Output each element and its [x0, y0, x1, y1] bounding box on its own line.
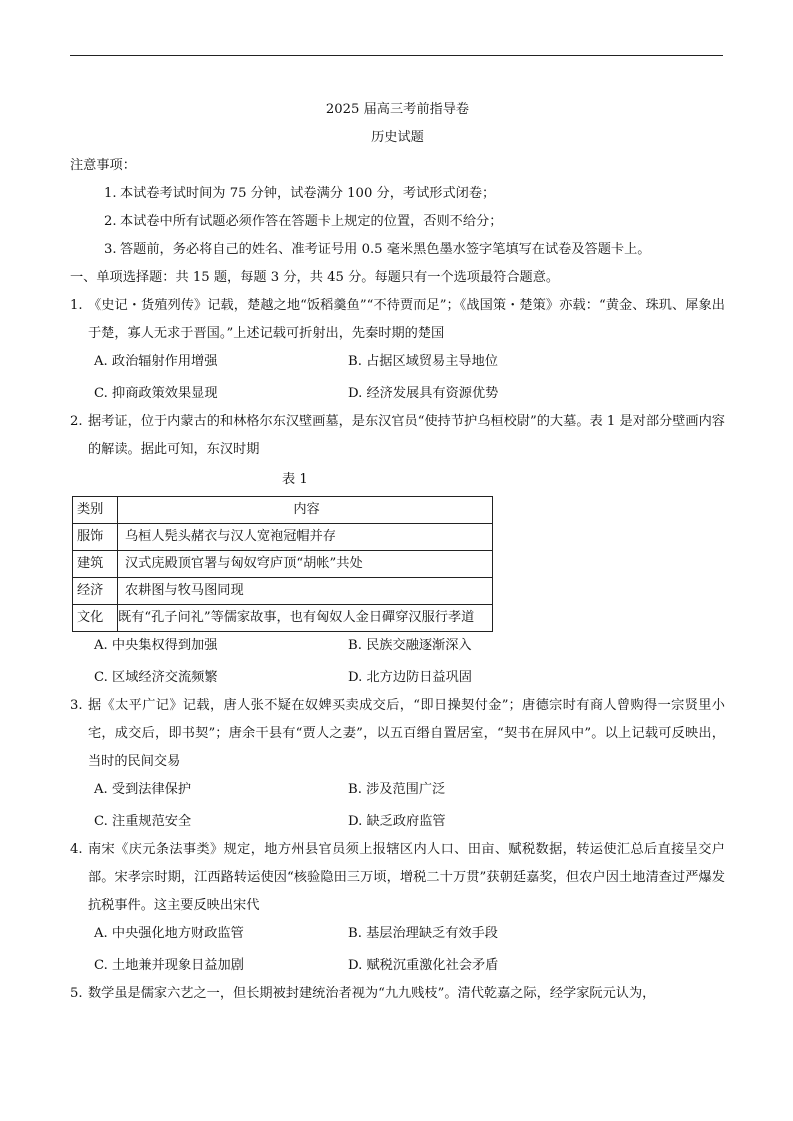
table-header-content: 内容 — [118, 497, 493, 524]
notice-text: 本试卷中所有试题必须作答在答题卡上规定的位置，否则不给分； — [120, 214, 503, 229]
question-1 — [70, 292, 725, 348]
exam-title: 2025 届高三考前指导卷 — [325, 102, 470, 117]
option-d[interactable]: D. 经济发展具有资源优势 — [348, 386, 499, 401]
table-caption: 表 1 — [282, 472, 308, 487]
question-stem: 《史记・货殖列传》记载，楚越之地“饭稻羹鱼”“不待贾而足”；《战国策・楚策》亦载：“黄金、珠玑、犀象出于楚，寡人无求于晋国。”上述记载可折射出，先秦时期的楚国 — [88, 298, 725, 341]
table-cell-category: 文化 — [73, 605, 118, 632]
option-b[interactable]: B. 涉及范围广泛 — [348, 782, 446, 797]
question-5 — [70, 980, 725, 1008]
mural-table — [72, 496, 493, 632]
option-c[interactable]: C. 土地兼并现象日益加剧 — [94, 958, 244, 973]
table-row — [73, 578, 493, 605]
question-4 — [70, 836, 725, 920]
question-number: 1. — [70, 298, 83, 313]
question-3-options — [70, 776, 725, 836]
question-number: 2. — [70, 414, 83, 429]
question-stem: 南宋《庆元条法事类》规定，地方州县官员须上报辖区内人口、田亩、赋税数据，转运使汇总后直接呈交户部。宋孝宗时期，江西路转运使因“核验隐田三万顷，增税二十万贯”获朝廷嘉奖，但农户因土地清查过严爆发抗税事件。这主要反映出宋代 — [88, 842, 725, 913]
option-a[interactable]: A. 中央集权得到加强 — [94, 638, 218, 653]
option-c[interactable]: C. 注重规范安全 — [94, 814, 192, 829]
option-d[interactable]: D. 赋税沉重激化社会矛盾 — [348, 958, 499, 973]
notice-text: 答题前，务必将自己的姓名、准考证号用 0.5 毫米黑色墨水签字笔填写在试卷及答题卡上。 — [120, 242, 651, 257]
exam-page — [70, 92, 725, 1008]
notice-item — [70, 180, 725, 208]
option-a[interactable]: A. 政治辐射作用增强 — [94, 354, 218, 369]
option-d[interactable]: D. 缺乏政府监管 — [348, 814, 446, 829]
question-number: 3. — [70, 698, 83, 713]
table-cell-content: 农耕图与牧马图同现 — [118, 578, 493, 605]
table-cell-category: 建筑 — [73, 551, 118, 578]
table-cell-category: 经济 — [73, 578, 118, 605]
question-number: 4. — [70, 842, 83, 857]
table-row — [73, 605, 493, 632]
notice-number: 2. — [104, 214, 117, 229]
header-rule — [70, 55, 723, 56]
question-stem: 据《太平广记》记载，唐人张不疑在奴婢买卖成交后，“即日操契付金”；唐德宗时有商人曾购得一宗贤里小宅，成交后，即书契”；唐余干县有“贾人之妻”，以五百缗自置居室，“契书在屏风中”。以上记载可反映出，当时的民间交易 — [88, 698, 725, 769]
notice-number: 1. — [104, 186, 117, 201]
question-2 — [70, 408, 725, 464]
option-c[interactable]: C. 抑商政策效果显现 — [94, 386, 218, 401]
option-a[interactable]: A. 中央强化地方财政监管 — [94, 926, 244, 941]
exam-subtitle: 历史试题 — [371, 130, 424, 145]
question-stem: 据考证，位于内蒙古的和林格尔东汉壁画墓，是东汉官员“使持节护乌桓校尉”的大墓。表 1 是对部分壁画内容的解读。据此可知，东汉时期 — [88, 414, 725, 457]
table-cell-category: 服饰 — [73, 524, 118, 551]
table-row — [73, 551, 493, 578]
table-header-category: 类别 — [73, 497, 118, 524]
question-3 — [70, 692, 725, 776]
notice-heading: 注意事项： — [70, 158, 136, 173]
option-b[interactable]: B. 占据区域贸易主导地位 — [348, 354, 498, 369]
question-2-options — [70, 632, 725, 692]
question-stem: 数学虽是儒家六艺之一，但长期被封建统治者视为“九九贱枝”。清代乾嘉之际，经学家阮元认为， — [88, 986, 656, 1001]
option-b[interactable]: B. 民族交融逐渐深入 — [348, 638, 472, 653]
option-d[interactable]: D. 北方边防日益巩固 — [348, 670, 472, 685]
table-cell-content: 既有“孔子问礼”等儒家故事，也有匈奴人金日磾穿汉服行孝道 — [118, 605, 493, 632]
table-cell-content: 汉式庑殿顶官署与匈奴穹庐顶“胡帐”共处 — [118, 551, 493, 578]
notice-item — [70, 236, 725, 264]
notice-text: 本试卷考试时间为 75 分钟，试卷满分 100 分，考试形式闭卷； — [120, 186, 496, 201]
table-header-row — [73, 497, 493, 524]
question-4-options — [70, 920, 725, 980]
table-cell-content: 乌桓人髡头赭衣与汉人宽袍冠帽并存 — [118, 524, 493, 551]
question-1-options — [70, 348, 725, 408]
notice-item — [70, 208, 725, 236]
table-row — [73, 524, 493, 551]
section-heading: 一、单项选择题：共 15 题，每题 3 分，共 45 分。每题只有一个选项最符合题意。 — [70, 270, 560, 285]
option-a[interactable]: A. 受到法律保护 — [94, 782, 192, 797]
option-c[interactable]: C. 区域经济交流频繁 — [94, 670, 218, 685]
option-b[interactable]: B. 基层治理缺乏有效手段 — [348, 926, 498, 941]
notice-number: 3. — [104, 242, 117, 257]
question-number: 5. — [70, 986, 83, 1001]
